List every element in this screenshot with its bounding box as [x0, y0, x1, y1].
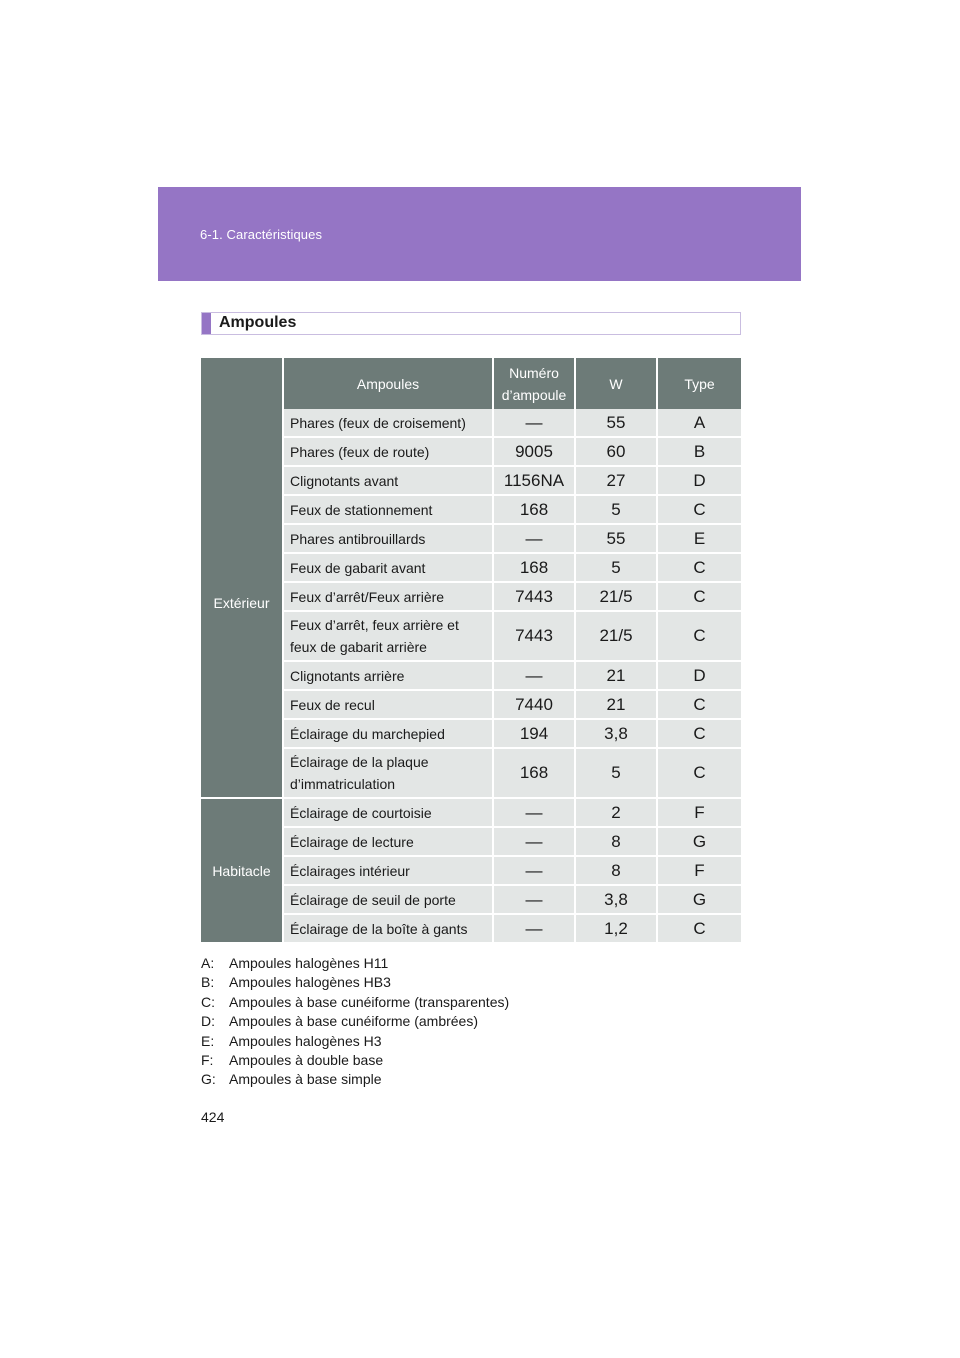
watt-cell: 8 — [575, 856, 657, 885]
bulb-name-cell: Feux de gabarit avant — [283, 553, 493, 582]
watt-cell: 55 — [575, 409, 657, 437]
watt-cell: 5 — [575, 748, 657, 798]
watt-cell: 1,2 — [575, 914, 657, 942]
bulb-name-cell: Éclairage de la plaque d’immatriculation — [283, 748, 493, 798]
watt-cell: 8 — [575, 827, 657, 856]
legend-note — [201, 973, 509, 992]
bulb-name-cell: Feux de stationnement — [283, 495, 493, 524]
type-cell: C — [657, 495, 741, 524]
legend-note — [201, 1012, 509, 1031]
watt-cell: 21 — [575, 661, 657, 690]
table-body — [201, 409, 741, 942]
legend-note — [201, 1051, 509, 1070]
bulb-number-cell: 168 — [493, 748, 575, 798]
legend-note-key: A: — [201, 955, 215, 971]
legend-note-key: F: — [201, 1052, 214, 1069]
type-cell: C — [657, 748, 741, 798]
watt-cell: 55 — [575, 524, 657, 553]
watt-cell: 2 — [575, 798, 657, 827]
section-title-accent — [202, 313, 211, 334]
type-cell: D — [657, 466, 741, 495]
header-type: Type — [657, 358, 741, 409]
type-cell: A — [657, 409, 741, 437]
bulb-name-cell: Phares (feux de croisement) — [283, 409, 493, 437]
type-cell: E — [657, 524, 741, 553]
bulb-name-cell: Feux d’arrêt, feux arrière et feux de gabarit arrière — [283, 611, 493, 661]
type-cell: G — [657, 827, 741, 856]
watt-cell: 21/5 — [575, 611, 657, 661]
watt-cell: 60 — [575, 437, 657, 466]
bulb-number-cell: 168 — [493, 495, 575, 524]
type-cell: F — [657, 798, 741, 827]
header-bulb: Ampoules — [283, 358, 493, 409]
type-cell: C — [657, 690, 741, 719]
section-title: Ampoules — [219, 314, 297, 331]
bulb-number-cell: 194 — [493, 719, 575, 748]
legend-note — [201, 993, 509, 1012]
header-number: Numéro d’ampoule — [493, 358, 575, 409]
legend-notes — [201, 954, 509, 1090]
type-cell: D — [657, 661, 741, 690]
legend-note-text: Ampoules halogènes H11 — [229, 955, 389, 971]
legend-note-key: C: — [201, 993, 215, 1010]
legend-note-key: B: — [201, 974, 215, 991]
group-label: Habitacle — [201, 798, 283, 942]
bulb-number-cell: — — [493, 827, 575, 856]
bulb-name-cell: Éclairage de la boîte à gants — [283, 914, 493, 942]
legend-note-text: Ampoules à base simple — [229, 1071, 382, 1088]
bulb-number-cell: 7443 — [493, 582, 575, 611]
legend-note-text: Ampoules à base cunéiforme (ambrées) — [229, 1013, 479, 1030]
page-number: 424 — [201, 1109, 225, 1125]
bulb-name-cell: Clignotants avant — [283, 466, 493, 495]
table-row — [201, 798, 741, 827]
type-cell: C — [657, 553, 741, 582]
watt-cell: 5 — [575, 553, 657, 582]
watt-cell: 3,8 — [575, 719, 657, 748]
type-cell: F — [657, 856, 741, 885]
legend-note-key: E: — [201, 1032, 215, 1049]
legend-note-text: Ampoules à double base — [229, 1052, 384, 1069]
type-cell: C — [657, 914, 741, 942]
type-cell: B — [657, 437, 741, 466]
bulb-table — [201, 358, 741, 942]
section-title-box — [201, 312, 741, 335]
legend-note-text: Ampoules à base cunéiforme (transparentes) — [229, 993, 510, 1010]
bulb-number-cell: 7440 — [493, 690, 575, 719]
bulb-name-cell: Phares antibrouillards — [283, 524, 493, 553]
legend-note — [201, 954, 509, 973]
type-cell: C — [657, 611, 741, 661]
legend-note-text: Ampoules halogènes HB3 — [229, 974, 391, 991]
watt-cell: 21/5 — [575, 582, 657, 611]
type-cell: G — [657, 885, 741, 914]
watt-cell: 21 — [575, 690, 657, 719]
bulb-name-cell: Éclairage de seuil de porte — [283, 885, 493, 914]
bulb-name-cell: Feux de recul — [283, 690, 493, 719]
bulb-name-cell: Clignotants arrière — [283, 661, 493, 690]
bulb-number-cell: 9005 — [493, 437, 575, 466]
watt-cell: 27 — [575, 466, 657, 495]
legend-note-key: G: — [201, 1071, 216, 1088]
bulb-number-cell: — — [493, 885, 575, 914]
type-cell: C — [657, 719, 741, 748]
bulb-number-cell: — — [493, 409, 575, 437]
legend-note — [201, 1070, 509, 1089]
watt-cell: 5 — [575, 495, 657, 524]
bulb-name-cell: Feux d’arrêt/Feux arrière — [283, 582, 493, 611]
bulb-number-cell: — — [493, 661, 575, 690]
bulb-number-cell: 168 — [493, 553, 575, 582]
bulb-number-cell: 1156NA — [493, 466, 575, 495]
chapter-section-label: 6-1. Caractéristiques — [200, 227, 323, 242]
table-row — [201, 409, 741, 437]
header-group — [201, 358, 283, 409]
bulb-number-cell: — — [493, 856, 575, 885]
header-watt: W — [575, 358, 657, 409]
legend-note — [201, 1032, 509, 1051]
watt-cell: 3,8 — [575, 885, 657, 914]
bulb-number-cell: 7443 — [493, 611, 575, 661]
bulb-name-cell: Éclairage de lecture — [283, 827, 493, 856]
group-label: Extérieur — [201, 409, 283, 798]
bulb-name-cell: Phares (feux de route) — [283, 437, 493, 466]
bulb-name-cell: Éclairage de courtoisie — [283, 798, 493, 827]
bulb-number-cell: — — [493, 798, 575, 827]
legend-note-key: D: — [201, 1013, 215, 1030]
bulb-number-cell: — — [493, 914, 575, 942]
bulb-name-cell: Éclairage du marchepied — [283, 719, 493, 748]
bulb-name-cell: Éclairages intérieur — [283, 856, 493, 885]
type-cell: C — [657, 582, 741, 611]
table-header-row — [201, 358, 741, 409]
chapter-header-band — [158, 187, 801, 281]
legend-note-text: Ampoules halogènes H3 — [229, 1032, 382, 1049]
bulb-number-cell: — — [493, 524, 575, 553]
